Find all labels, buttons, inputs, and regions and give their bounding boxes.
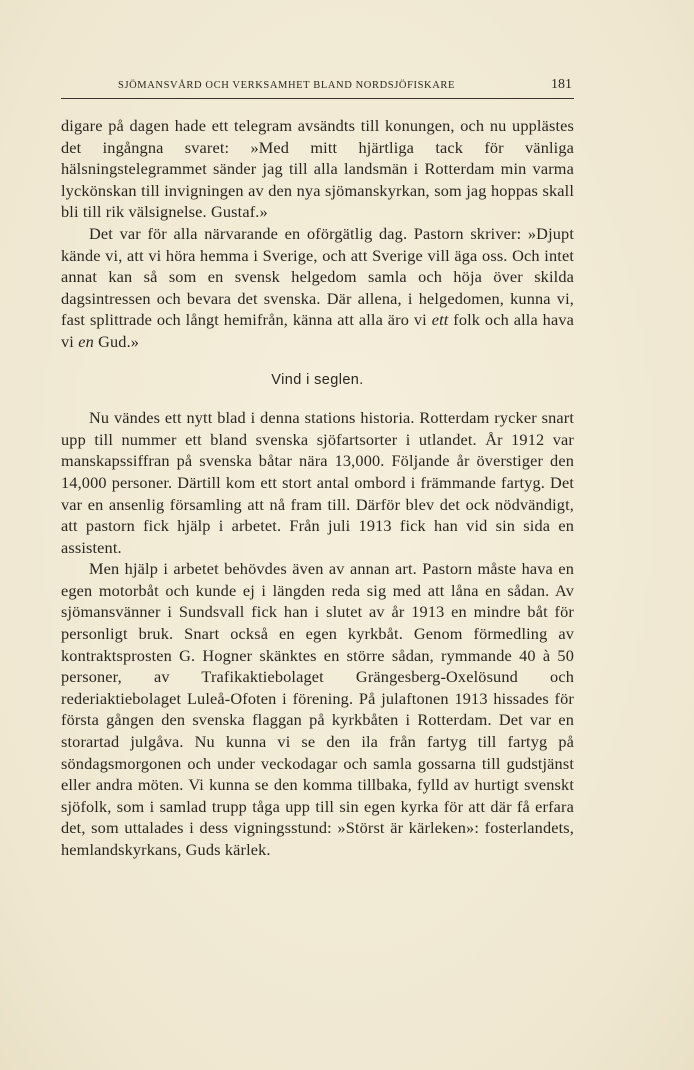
paragraph-text: Gud.» [93, 331, 140, 351]
emphasis-text: en [78, 331, 94, 351]
body-text [61, 115, 574, 861]
section-heading: Vind i seglen. [271, 371, 364, 388]
emphasis-text: ett [431, 310, 449, 330]
paragraph [61, 223, 574, 353]
paragraph-continued: digare på dagen hade ett telegram avsändts till konungen, och nu upplästes det ingångna svaret: »Med mitt hjärtliga tack för vänliga hälsningstelegrammet sänder jag till alla landsmän i Rotterdam min varma lyckönskan till invigningen av den nya sjömanskyrkan, som jag hoppas skall bli till rik välsignelse. Gustaf.» [61, 116, 574, 222]
paragraph-text: folk och alla hava vi [61, 310, 574, 351]
running-header [61, 76, 574, 99]
page-number: 181 [551, 77, 572, 92]
running-title: SJÖMANSVÅRD OCH VERKSAMHET BLAND NORDSJÖFISKARE [118, 80, 456, 91]
paragraph: Men hjälp i arbetet behövdes även av annan art. Pastorn måste hava en egen motorbåt och kunde ej i längden reda sig med att låna en sådan. Av sjömansvänner i Sundsvall fick han i slutet av år 1913 en mindre båt för personligt bruk. Snart också en egen kyrkbåt. Genom förmedling av kontraktsprosten G. Hogner skänktes en större sådan, rymmande 40 à 50 personer, av Trafikaktiebolaget Grängesberg-Oxelösund och rederiaktiebolaget Luleå-Ofoten i förening. På julaftonen 1913 hissades för första gången den svenska flaggan på kyrkbåten i Rotterdam. Det var en storartad julgåva. Nu kunna vi se den ila från fartyg till fartyg på söndagsmorgonen och under veckodagar och samla gossarna till gudstjänst eller andra möten. Vi kunna se den komma tillbaka, fylld av hurtigt svenskt sjöfolk, som i samlad trupp tåga upp till sin egen kyrka för att där få erfara det, som uttalades i dess vigningsstund: »Störst är kärleken»: fosterlandets, hemlandskyrkans, Guds kärlek. [61, 559, 574, 859]
paragraph: Nu vändes ett nytt blad i denna stations historia. Rotterdam rycker snart upp till nummer ett bland svenska sjöfartsorter i utlandet. År 1912 var manskapssiffran på svenska båtar nära 13,000. Följande år överstiger den 14,000 personer. Därtill kom ett stort antal ombord i främmande fartyg. Det var en ansenlig församling att nå fram till. Därför blev det ock nödvändigt, att pastorn fick hjälp i arbetet. Från juli 1913 fick han vid sin sida en assistent. [61, 408, 574, 557]
paragraph-text: Det var för alla närvarande en oförgätlig dag. Pastorn skriver: »Djupt kände vi, att vi höra hemma i Sverige, och att Sverige vill äga oss. Och intet annat kan så som en svensk helgedom samla och höja över skilda dagsintressen och bevara det svenska. Där allena, i helgedomen, kunna vi, fast splittrade och långt hemifrån, känna att alla äro vi [61, 223, 574, 330]
